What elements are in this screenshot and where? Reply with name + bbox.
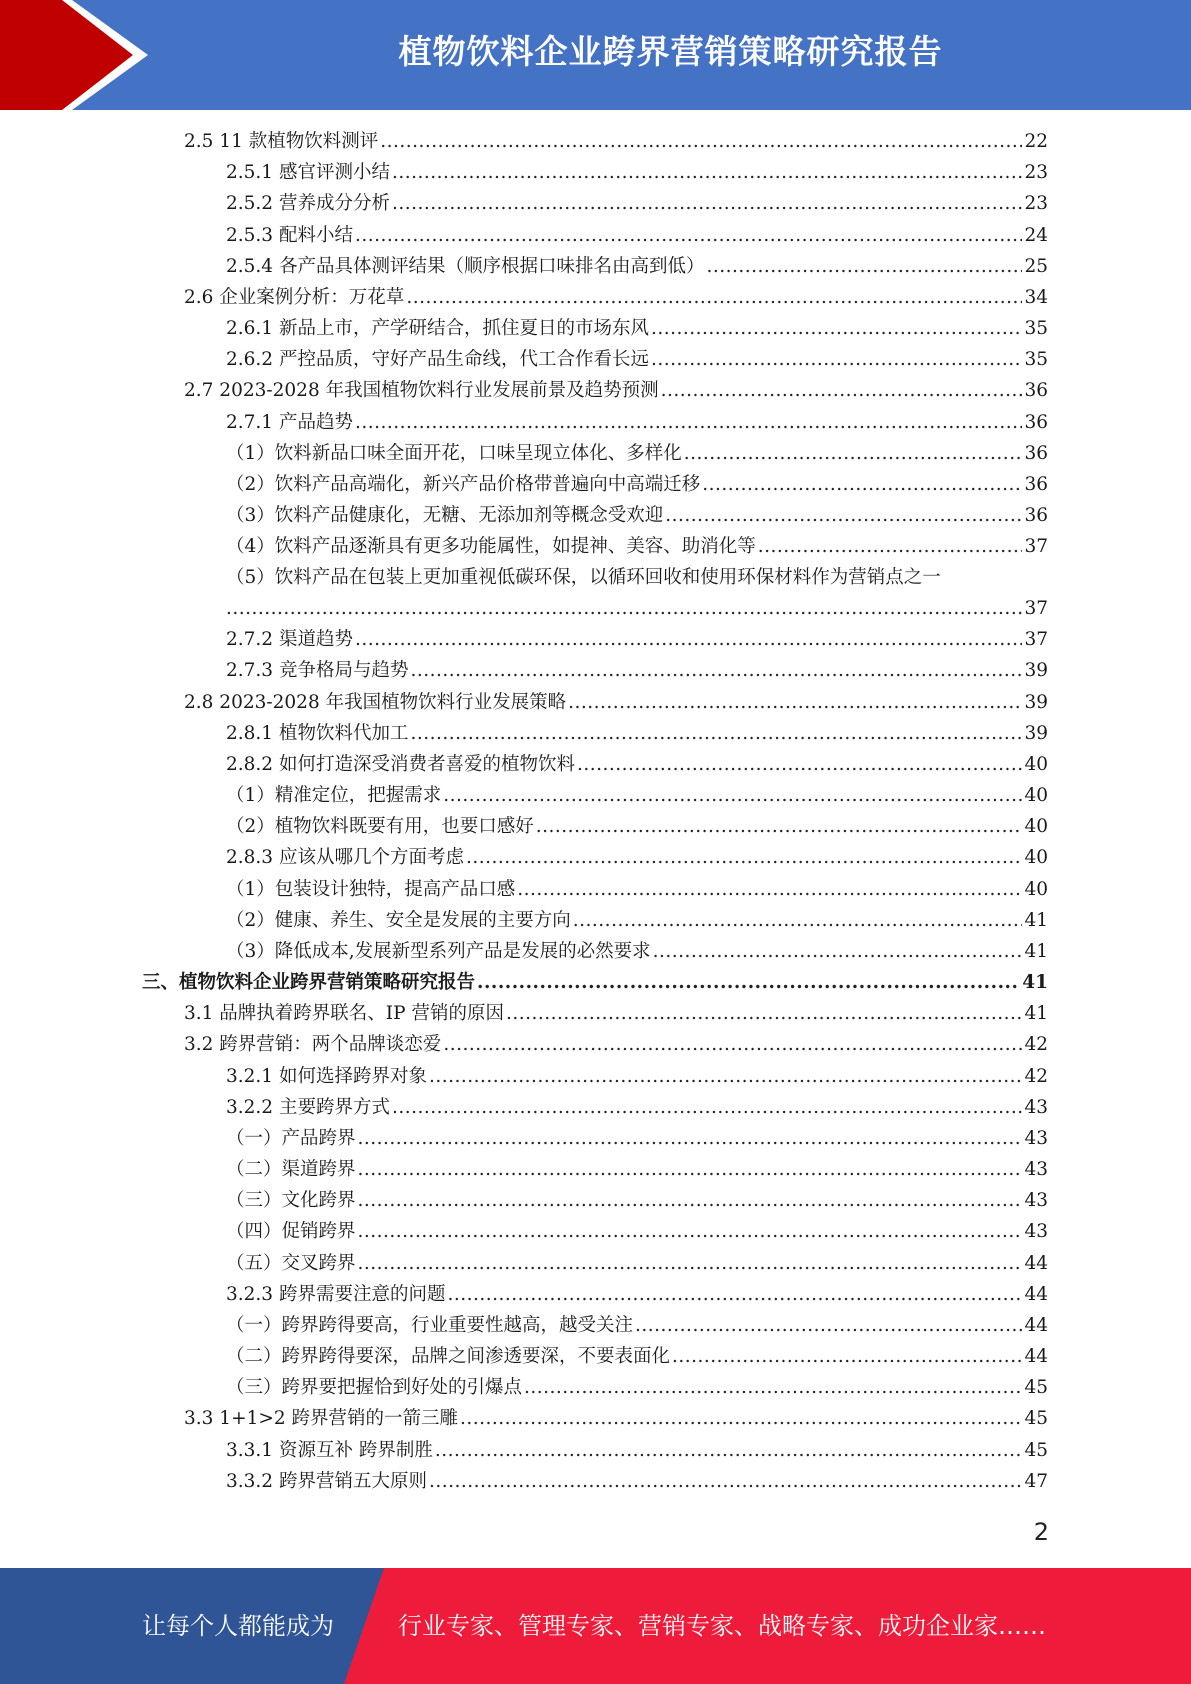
toc-entry-title: 2.7.1 产品趋势 (226, 412, 353, 433)
toc-entry[interactable] (226, 189, 1048, 219)
toc-entry-page: 36 (1024, 380, 1048, 401)
toc-entry[interactable] (226, 252, 1048, 282)
toc-entry-title: 3.2.3 跨界需要注意的问题 (226, 1284, 446, 1305)
toc-entry-title: 3.3.1 资源互补 跨界制胜 (226, 1440, 433, 1461)
toc-entry-page: 37 (1024, 629, 1048, 650)
toc-entry-title: （2）饮料产品高端化，新兴产品价格带普遍向中高端迁移 (226, 474, 701, 495)
toc-leader-dots (651, 345, 1022, 375)
toc-leader-dots (226, 594, 1022, 624)
toc-entry-title: （四）促销跨界 (226, 1221, 356, 1242)
toc-entry-title: （2）健康、养生、安全是发展的主要方向 (226, 910, 571, 931)
toc-entry[interactable] (226, 532, 1048, 562)
toc-entry-page: 43 (1024, 1128, 1048, 1149)
toc-entry[interactable] (184, 1030, 1048, 1060)
toc-entry-title: （三）跨界要把握恰到好处的引爆点 (226, 1377, 523, 1398)
toc-entry[interactable] (184, 999, 1048, 1029)
toc-entry-page: 43 (1024, 1097, 1048, 1118)
toc-leader-dots (406, 283, 1022, 313)
toc-entry[interactable] (226, 470, 1048, 500)
toc-entry[interactable] (226, 937, 1048, 967)
header-red-chevron (0, 0, 160, 110)
toc-entry-page: 43 (1024, 1190, 1048, 1211)
toc-entry-title: （三）文化跨界 (226, 1190, 356, 1211)
toc-entry[interactable] (226, 1217, 1048, 1247)
toc-entry-title: （一）产品跨界 (226, 1128, 356, 1149)
toc-entry-title: 三、植物饮料企业跨界营销策略研究报告 (142, 972, 476, 993)
toc-leader-dots (706, 252, 1022, 282)
toc-entry-title: （1）精准定位，把握需求 (226, 785, 442, 806)
toc-entry[interactable] (226, 1124, 1048, 1154)
toc-entry-page: 40 (1024, 754, 1048, 775)
toc-entry[interactable] (226, 221, 1048, 251)
toc-entry[interactable] (226, 1093, 1048, 1123)
toc-entry-title: （3）饮料产品健康化，无糖、无添加剂等概念受欢迎 (226, 505, 664, 526)
toc-leader-dots (702, 470, 1022, 500)
toc-leader-dots (684, 439, 1023, 469)
toc-leader-dots (355, 408, 1023, 438)
toc-entry[interactable] (226, 345, 1048, 375)
toc-entry-page: 36 (1024, 443, 1048, 464)
toc-entry-page: 45 (1024, 1440, 1048, 1461)
toc-leader-dots (443, 781, 1022, 811)
toc-entry[interactable] (226, 1155, 1048, 1185)
toc-entry-page: 40 (1024, 785, 1048, 806)
toc-entry[interactable] (226, 1342, 1048, 1372)
toc-entry-page: 43 (1024, 1159, 1048, 1180)
toc-leader-dots (661, 376, 1023, 406)
toc-entry-title: 2.5.4 各产品具体测评结果（顺序根据口味排名由高到低） (226, 256, 705, 277)
header-title: 植物饮料企业跨界营销策略研究报告 (398, 32, 943, 71)
toc-entry-page: 44 (1024, 1253, 1048, 1274)
toc-entry-page: 41 (1024, 910, 1048, 931)
toc-entry-page: 43 (1024, 1221, 1048, 1242)
toc-entry-title: （五）交叉跨界 (226, 1253, 356, 1274)
toc-entry[interactable] (226, 875, 1048, 905)
toc-entry-page: 37 (1024, 598, 1048, 619)
toc-entry-title-wrapped[interactable]: （5）饮料产品在包装上更加重视低碳环保，以循环回收和使用环保材料作为营销点之一 (226, 567, 941, 588)
toc-entry-title: （3）降低成本,发展新型系列产品是发展的必然要求 (226, 941, 651, 962)
toc-entry-page: 44 (1024, 1346, 1048, 1367)
toc-entry-page: 40 (1024, 847, 1048, 868)
toc-entry-page: 35 (1024, 318, 1048, 339)
toc-leader-dots (665, 501, 1022, 531)
toc-entry[interactable] (184, 688, 1048, 718)
toc-leader-dots (672, 1342, 1022, 1372)
toc-entry[interactable] (226, 719, 1048, 749)
toc-leader-dots (429, 1062, 1022, 1092)
toc-entry-title: 2.6 企业案例分析：万花草 (184, 287, 405, 308)
toc-entry-title: （1）饮料新品口味全面开花，口味呈现立体化、多样化 (226, 443, 682, 464)
toc-leader-dots (447, 1280, 1022, 1310)
toc-leader-dots (758, 532, 1023, 562)
toc-entry[interactable] (226, 1311, 1048, 1341)
toc-leader-dots (358, 1186, 1023, 1216)
toc-entry-page: 36 (1024, 474, 1048, 495)
toc-entry[interactable] (184, 127, 1048, 157)
toc-entry[interactable] (226, 843, 1048, 873)
toc-entry[interactable] (226, 750, 1048, 780)
toc-entry-title: 3.1 品牌执着跨界联名、IP 营销的原因 (184, 1003, 504, 1024)
toc-entry-page: 23 (1024, 193, 1048, 214)
toc-leader-dots (429, 1467, 1022, 1497)
toc-entry-page: 39 (1024, 660, 1048, 681)
toc-leader-dots (653, 937, 1023, 967)
toc-entry-title: 3.2.1 如何选择跨界对象 (226, 1066, 427, 1087)
toc-entry-page: 45 (1024, 1408, 1048, 1429)
toc-leader-dots (443, 1030, 1022, 1060)
toc-entry[interactable] (184, 1404, 1048, 1434)
toc-entry-title: （4）饮料产品逐渐具有更多功能属性，如提神、美容、助消化等 (226, 536, 756, 557)
toc-entry-title: （2）植物饮料既要有用，也要口感好 (226, 816, 534, 837)
toc-leader-dots (524, 1373, 1022, 1403)
toc-entry-title: （二）渠道跨界 (226, 1159, 356, 1180)
toc-entry[interactable] (226, 812, 1048, 842)
toc-entry-page: 47 (1024, 1471, 1048, 1492)
toc-entry-page: 24 (1024, 225, 1048, 246)
toc-entry-title: 3.3.2 跨界营销五大原则 (226, 1471, 427, 1492)
toc-leader-dots (355, 625, 1023, 655)
toc-entry-title: 2.6.1 新品上市，产学研结合，抓住夏日的市场东风 (226, 318, 649, 339)
toc-entry-page: 42 (1024, 1034, 1048, 1055)
toc-leader-dots (635, 1311, 1022, 1341)
toc-entry-title: （一）跨界跨得要高，行业重要性越高，越受关注 (226, 1315, 634, 1336)
toc-entry-page: 39 (1024, 692, 1048, 713)
toc-entry-page: 41 (1024, 1003, 1048, 1024)
toc-leader-dots (392, 158, 1022, 188)
toc-leader-dots (573, 906, 1023, 936)
toc-leader-dots (410, 719, 1022, 749)
toc-leader-dots (358, 1217, 1023, 1247)
toc-entry-title: 2.8.3 应该从哪几个方面考虑 (226, 847, 464, 868)
footer-slogan-right: 行业专家、管理专家、营销专家、战略专家、成功企业家…… (398, 1612, 1046, 1640)
toc-entry[interactable] (184, 376, 1048, 406)
toc-entry-page: 41 (1024, 941, 1048, 962)
toc-entry-page: 36 (1024, 505, 1048, 526)
toc-entry-title: 2.5 11 款植物饮料测评 (184, 131, 379, 152)
toc-leader-dots (358, 1155, 1023, 1185)
toc-leader-dots (506, 999, 1023, 1029)
page-number: 2 (1033, 1518, 1049, 1546)
toc-entry[interactable] (226, 314, 1048, 344)
toc-entry[interactable] (226, 158, 1048, 188)
toc-entry-page: 35 (1024, 349, 1048, 370)
toc-entry-title: 2.5.3 配料小结 (226, 225, 353, 246)
footer-slogan-left: 让每个人都能成为 (142, 1612, 334, 1640)
toc-entry[interactable] (226, 1436, 1048, 1466)
toc-entry-page: 36 (1024, 412, 1048, 433)
toc-leader-dots (435, 1436, 1023, 1466)
toc-entry[interactable] (226, 1186, 1048, 1216)
toc-entry[interactable] (226, 1373, 1048, 1403)
toc-entry-title: 2.7.3 竞争格局与趋势 (226, 660, 409, 681)
toc-entry[interactable] (226, 1062, 1048, 1092)
toc-entry-page: 44 (1024, 1284, 1048, 1305)
toc-entry[interactable] (226, 439, 1048, 469)
toc-entry-page: 42 (1024, 1066, 1048, 1087)
toc-entry-page: 37 (1024, 536, 1048, 557)
toc-leader-dots (568, 688, 1022, 718)
toc-leader-dots (536, 812, 1023, 842)
toc-entry-title: 3.2 跨界营销：两个品牌谈恋爱 (184, 1034, 442, 1055)
toc-leader-dots (577, 750, 1022, 780)
toc-leader-dots (517, 875, 1022, 905)
toc-leader-dots (380, 127, 1022, 157)
toc-entry-page: 22 (1024, 131, 1048, 152)
toc-entry-title: 2.5.1 感官评测小结 (226, 162, 390, 183)
toc-entry-title: 3.2.2 主要跨界方式 (226, 1097, 390, 1118)
toc-leader-dots (477, 968, 1020, 998)
toc-leader-dots (651, 314, 1022, 344)
toc-entry-title: 2.8.1 植物饮料代加工 (226, 723, 409, 744)
toc-entry[interactable] (226, 1280, 1048, 1310)
toc-leader-dots (410, 656, 1022, 686)
toc-entry-title: （1）包装设计独特，提高产品口感 (226, 879, 516, 900)
toc-entry-title: 2.8.2 如何打造深受消费者喜爱的植物饮料 (226, 754, 575, 775)
toc-leader-dots (392, 189, 1022, 219)
toc-entry[interactable] (226, 906, 1048, 936)
toc-leader-dots (355, 221, 1023, 251)
toc-entry[interactable] (226, 656, 1048, 686)
toc-entry-title: 2.5.2 营养成分分析 (226, 193, 390, 214)
toc-entry-page: 44 (1024, 1315, 1048, 1336)
toc-entry-title: 2.7.2 渠道趋势 (226, 629, 353, 650)
toc-entry[interactable] (226, 781, 1048, 811)
toc-entry-title: （二）跨界跨得要深，品牌之间渗透要深，不要表面化 (226, 1346, 671, 1367)
page-header (0, 0, 1191, 110)
toc-entry-page: 39 (1024, 723, 1048, 744)
toc-entry-page: 40 (1024, 816, 1048, 837)
toc-leader-dots (358, 1249, 1023, 1279)
toc-entry[interactable] (226, 625, 1048, 655)
toc-entry-title: 3.3 1+1>2 跨界营销的一箭三雕 (184, 1408, 458, 1429)
toc-entry[interactable] (226, 1467, 1048, 1497)
toc-entry-page: 25 (1024, 256, 1048, 277)
toc-entry-page: 40 (1024, 879, 1048, 900)
toc-entry-page: 34 (1024, 287, 1048, 308)
toc-entry-page: 23 (1024, 162, 1048, 183)
toc-entry[interactable] (226, 408, 1048, 438)
page-footer (0, 1568, 1191, 1684)
toc-leader-dots (358, 1124, 1023, 1154)
toc-entry-title: 2.6.2 严控品质，守好产品生命线，代工合作看长远 (226, 349, 649, 370)
toc-leader-dots (460, 1404, 1022, 1434)
toc-entry-page: 45 (1024, 1377, 1048, 1398)
toc-entry[interactable] (226, 501, 1048, 531)
toc-entry[interactable] (184, 283, 1048, 313)
toc-entry[interactable] (226, 1249, 1048, 1279)
toc-entry-title: 2.8 2023-2028 年我国植物饮料行业发展策略 (184, 692, 567, 713)
toc-chapter-entry[interactable] (142, 968, 1048, 998)
toc-leader-dots (392, 1093, 1022, 1123)
toc-leader-dots (466, 843, 1022, 873)
toc-entry-continuation[interactable] (226, 594, 1048, 624)
toc-entry-title: 2.7 2023-2028 年我国植物饮料行业发展前景及趋势预测 (184, 380, 659, 401)
toc-entry-page: 41 (1022, 972, 1048, 993)
